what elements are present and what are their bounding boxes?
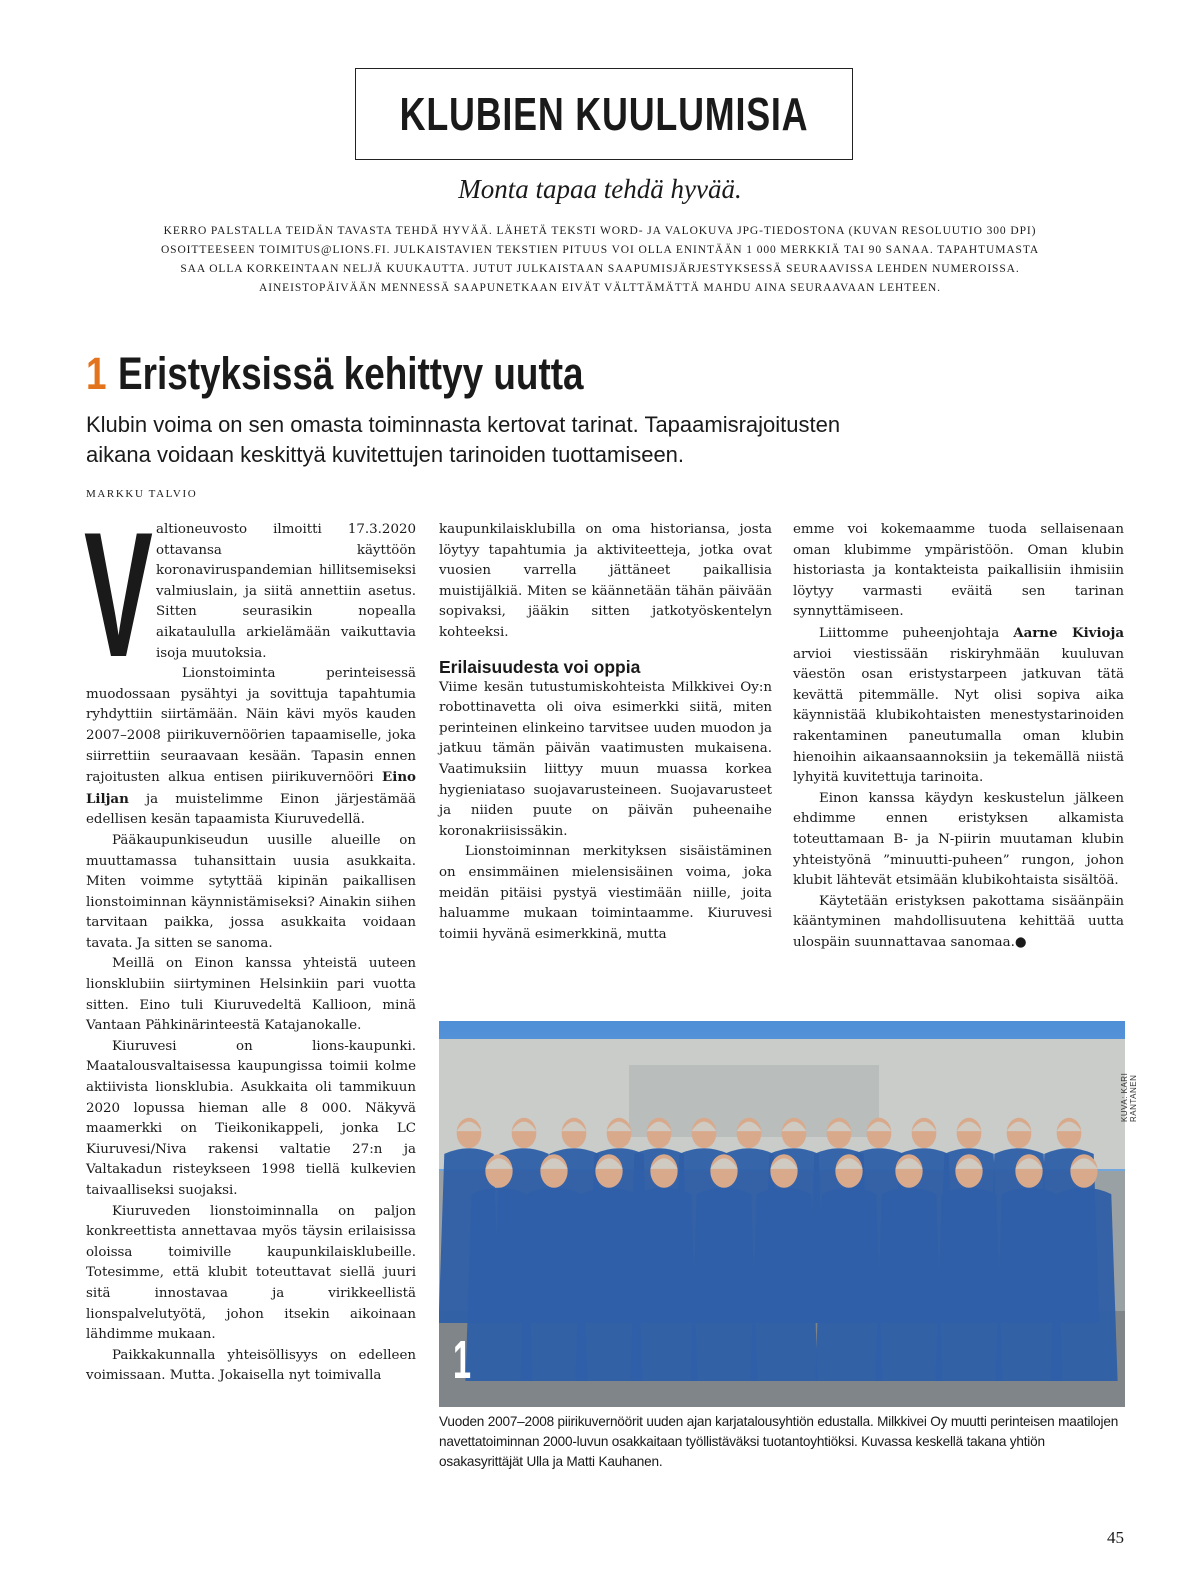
paragraph: Pääkaupunkiseudun uusille alueille on muuttamassa tuhansittain uusia asukkaita. Miten voimme sytyttää kipinän paikallisen lionstoiminnan käynnistämiseksi? Ainakin siihen tarvitaan paikka, jossa asukkaita voidaan tavata. Ja sitten se sanoma.: [86, 832, 416, 951]
paragraph: Kiuruveden lionstoiminnalla on paljon konkreettista annettavaa myös täysin erilaisissa oloissa toimiville kaupunkilaisklubeille. Totesimme, että klubit toteuttavat siellä juuri sitä innostavaa ja virikkeellistä lionspalvelutyötä, johon itsekin aikoinaan lähdimme mukaan.: [86, 1203, 416, 1343]
article-title-text: Eristyksissä kehittyy uutta: [118, 348, 584, 399]
article-title: [86, 348, 584, 400]
instructions-line: OSOITTEESEEN TOIMITUS@LIONS.FI. JULKAISTAVIEN TEKSTIEN PITUUS VOI OLLA ENINTÄÄN 1 000 MERKKIÄ TAI 90 SANAA. TAPAHTUMASTA: [160, 244, 1040, 256]
end-mark: ●: [1014, 934, 1027, 950]
paragraph: kaupunkilaisklubilla on oma historiansa, josta löytyy tapahtumia ja aktiviteetteja, jotka ovat vuosien varrella jättäneet paikallisia muistijälkiä. Miten se käännetään tähän päivään sopivaksi, jääkin sitten jatkotyöskentelyn kohteeksi.: [439, 522, 772, 640]
paragraph: Lionstoiminta perinteisessä muodossaan pysähtyi ja sovittuja tapahtumia ryhdyttiin siirtämään. Näin kävi myös kauden 2007–2008 piirikuvernöörien tapaamiselle, joka siirrettiin seuraavaan kesään. Tapasin ennen rajoitusten alkua entisen piirikuvernööri Eino Liljan ja muistelimme Einon järjestämää edellisen kesän tapaamista Kiuruvedellä.: [86, 666, 416, 828]
article-number: 1: [86, 348, 107, 399]
paragraph: Paikkakunnalla yhteisöllisyys on edelleen voimissaan. Mutta. Jokaisella nyt toimivalla: [86, 1347, 416, 1384]
submission-instructions: [120, 222, 1080, 298]
drop-cap: V: [84, 495, 153, 694]
paragraph: Kiuruvesi on lions-kaupunki. Maatalousvaltaisessa kaupungissa toimii kolme aktiivista lionsklubia. Asukkaita oli tammikuun 2020 lopussa hieman alle 8 000. Näkyvä maamerkki on Tieikonikappeli, jonka LC Kiuruvesi/Niva rakensi valtatie 27:n ja Valtakadun risteykseen 1998 tiellä kulkevien taivaalliseksi suojaksi.: [86, 1038, 416, 1198]
article-column-1: [84, 495, 416, 1387]
page-number: 45: [1107, 1528, 1124, 1547]
section-title: KLUBIEN KUULUMISIA: [399, 88, 809, 140]
paragraph: Lionstoiminnan merkityksen sisäistäminen on ensimmäinen mielensisäinen voima, joka meidän pitäisi pystyä viestimään niille, joita haluamme mukaan toimintaamme. Kiuruvesi toimii hyvänä esimerkkinä, mutta: [439, 844, 772, 942]
photo-number: 1: [453, 1330, 472, 1390]
article-column-2: [439, 520, 772, 945]
photo-caption: Vuoden 2007–2008 piirikuvernöörit uuden ajan karjatalousyhtiön edustalla. Milkkivei Oy muutti perinteisen maatilojen navettatoiminnan 2000-luvun osakkaitaan työllistäväksi tuotantoyhtiöksi. Kuvassa keskellä takana yhtiön osakasyrittäjät Ulla ja Matti Kauhanen.: [439, 1414, 1119, 1469]
paragraph: emme voi kokemaamme tuoda sellaisenaan oman klubimme ympäristöön. Oman klubin historiasta ja kontakteista paikallisiin ihmisiin löytyy varmasti eväitä sen tarinan synnyttämiseen.: [793, 522, 1124, 620]
subheading: Erilaisuudesta voi oppia: [439, 656, 641, 677]
person-name: Eino Liljan: [86, 769, 416, 807]
article-column-3: [793, 520, 1124, 953]
article-lead: Klubin voima on sen omasta toiminnasta kertovat tarinat. Tapaamisrajoitusten aikana voidaan keskittyä kuvitettujen tarinoiden tuottamiseen.: [86, 412, 841, 467]
paragraph: Meillä on Einon kanssa yhteistä uuteen lionsklubiin siirtyminen Helsinkiin pari vuotta sitten. Eino tuli Kiuruvedeltä Kallioon, minä Vantaan Pähkinärinteestä Katajanokalle.: [86, 956, 416, 1034]
photo-credit: KUVA: KARI RANTANEN: [1120, 1072, 1138, 1122]
instructions-line: AINEISTOPÄIVÄÄN MENNESSÄ SAAPUNETKAAN EIVÄT VÄLTTÄMÄTTÄ MAHDU AINA SEURAAVAAN LEHTEEN.: [259, 282, 941, 294]
byline: MARKKU TALVIO: [86, 488, 198, 500]
paragraph: Einon kanssa käydyn keskustelun jälkeen ehdimme ennen eristyksen alkamista toteuttamaan B- ja N-piirin muutaman klubin yhteistyönä ”minuutti-puheen” rungon, johon klubit lähtevät etsimään klubikohtaista sisältöä.: [793, 790, 1124, 889]
paragraph: Viime kesän tutustumiskohteista Milkkivei Oy:n robottinavetta oli oiva esimerkki siitä, miten perinteinen elinkeino tarvitsee uuden muodon ja jatkuu tämän päivän vaatimusten mukaisena. Vaatimuksiin liittyy muun muassa korkea hygieniataso suojavarusteineen. Suojavarusteet ja niiden puute on päivän puheenaihe koronakriisissäkin.: [439, 679, 772, 839]
section-subtitle: Monta tapaa tehdä hyvää.: [458, 174, 742, 204]
instructions-line: KERRO PALSTALLA TEIDÄN TAVASTA TEHDÄ HYVÄÄ. LÄHETÄ TEKSTI WORD- JA VALOKUVA JPG-TIEDOSTONA (KUVAN RESOLUUTIO 300 DPI): [163, 225, 1037, 237]
section-title-box: [355, 68, 853, 160]
paragraph: Liittomme puheenjohtaja Aarne Kivioja arvioi viestissään riskiryhmään kuuluvan väestön osan eristystarpeen jatkuvan tätä kevättä pitemmälle. Nyt olisi sopiva aika käynnistää klubikohtaisten menestystarinoiden rakentaminen paneutumalla oman klubin hienoihin aikaansaannoksiin ja tekemällä niistä lyhyitä kuvitettuja tarinoita.: [793, 624, 1124, 786]
group-photo: [439, 1021, 1125, 1407]
person-name: Aarne Kivioja: [1013, 624, 1124, 641]
paragraph: Käytetään eristyksen pakottama sisäänpäin kääntyminen mahdollisuutena kehittää uutta ulospäin suunnattavaa sanomaa.●: [793, 893, 1124, 950]
people-in-coveralls: [439, 1118, 1118, 1381]
paragraph: altioneuvosto ilmoitti 17.3.2020 ottavansa käyttöön koronaviruspandemian hillitsemiseksi valmiuslain, ja siitä annettiin asetus. Sitten seurasikin nopealla aikataululla arkielämään vaikuttavia isoja muutoksia.: [156, 522, 416, 661]
instructions-line: SAA OLLA KORKEINTAAN NELJÄ KUUKAUTTA. JUTUT JULKAISTAAN SAAPUMISJÄRJESTYKSESSÄ SEURAAVISSA LEHDEN NUMEROISSA.: [180, 263, 1020, 275]
group-photo-illustration: [439, 1021, 1125, 1407]
